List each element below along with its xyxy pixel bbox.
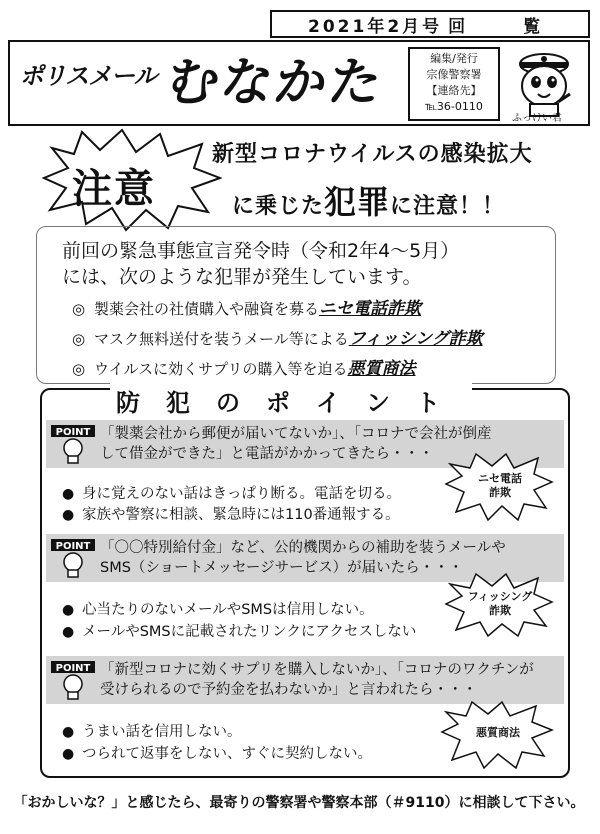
svg-text:POINT: POINT	[55, 427, 91, 438]
crime-mark: ◎	[72, 360, 86, 378]
alert-headline-post: に注意！！	[390, 194, 506, 219]
point-question-line: 「製薬会社から郵便が届いてないか」、「コロナで会社が倒産	[100, 426, 492, 442]
crime-item	[72, 324, 483, 349]
alert-headline-2	[232, 177, 505, 223]
issue-date-box	[270, 10, 590, 38]
editor-line: 編集/発行	[430, 52, 478, 65]
intro-line-2: には、次のような犯罪が発生しています。	[62, 266, 422, 288]
advice-item: ● うまい話を信用しない。	[62, 724, 242, 740]
editor-box	[408, 47, 500, 121]
crime-type: フィッシング詐欺	[348, 329, 483, 349]
brand-title: むなかた	[161, 53, 389, 113]
point-question-line: 「〇〇特別給付金」など、公的機関からの補助を装うメールや	[100, 540, 506, 556]
advice-item: ● メールやSMSに記載されたリンクにアクセスしない	[62, 624, 417, 640]
point-bulb-icon	[50, 424, 96, 464]
point-question-line: 「新型コロナに効くサプリを購入しないか」、「コロナのワクチンが	[100, 662, 534, 678]
advice-item: ● 心当たりのないメールやSMSは信用しない。	[62, 602, 374, 618]
editor-line: 宗像警察署	[426, 68, 482, 81]
kairan-label: 回 覧	[448, 16, 567, 37]
crime-mark: ◎	[72, 300, 86, 318]
crime-tag: ニセ電話 詐欺	[478, 472, 522, 499]
point-bulb-icon	[50, 538, 96, 578]
svg-text:POINT: POINT	[55, 663, 91, 674]
intro-line-1: 前回の緊急事態宣言発令時（令和2年4〜5月）	[62, 240, 460, 262]
issue-date: 2021年2月号	[308, 16, 443, 37]
brand-small: ポリスメール	[18, 62, 162, 90]
advice-item: ● つられて返事をしない、すぐに契約しない。	[62, 746, 372, 762]
advice-item: ● 家族や警察に相談、緊急時には110番通報する。	[62, 507, 400, 523]
crime-item	[72, 294, 421, 319]
crime-item	[72, 354, 416, 379]
crime-mark: ◎	[72, 330, 86, 348]
crime-tag: フィッシング 詐欺	[467, 590, 533, 617]
footer-note: 「おかしいな？」と感じたら、最寄りの警察署や警察本部（＃9110）に相談して下さい。	[13, 795, 585, 811]
point-question-line: 受けられるので予約金を払わないか」と言われたら・・・	[100, 682, 477, 698]
points-title: 防犯のポイント	[110, 383, 472, 418]
crime-type: ニセ電話詐欺	[319, 299, 422, 319]
crime-desc: マスク無料送付を装うメール等による	[94, 330, 349, 348]
editor-line: 【連絡先】	[426, 84, 482, 97]
alert-headline-pre: に乗じた	[232, 194, 325, 219]
advice-item: ● 身に覚えのない話はきっぱり断る。電話を切る。	[62, 486, 401, 502]
caution-label: 注意	[72, 166, 156, 212]
alert-headline-crime: 犯罪	[324, 183, 391, 221]
crime-type: 悪質商法	[347, 359, 416, 379]
svg-text:POINT: POINT	[55, 541, 91, 552]
point-question-line: して借金ができた」と電話がかかってきたら・・・	[100, 446, 434, 462]
editor-phone: ℡36-0110	[425, 100, 483, 113]
point-question-line: SMS（ショートメッセージサービス）が届いたら・・・	[100, 560, 464, 576]
crime-desc: 製薬会社の社債購入や融資を募る	[94, 300, 320, 318]
mascot-name: ふっけい君	[512, 113, 562, 124]
crime-desc: ウイルスに効くサプリの購入等を迫る	[94, 360, 348, 378]
alert-headline-1: 新型コロナウイルスの感染拡大	[212, 142, 533, 167]
point-bulb-icon	[50, 660, 96, 700]
crime-tag: 悪質商法	[476, 726, 520, 739]
